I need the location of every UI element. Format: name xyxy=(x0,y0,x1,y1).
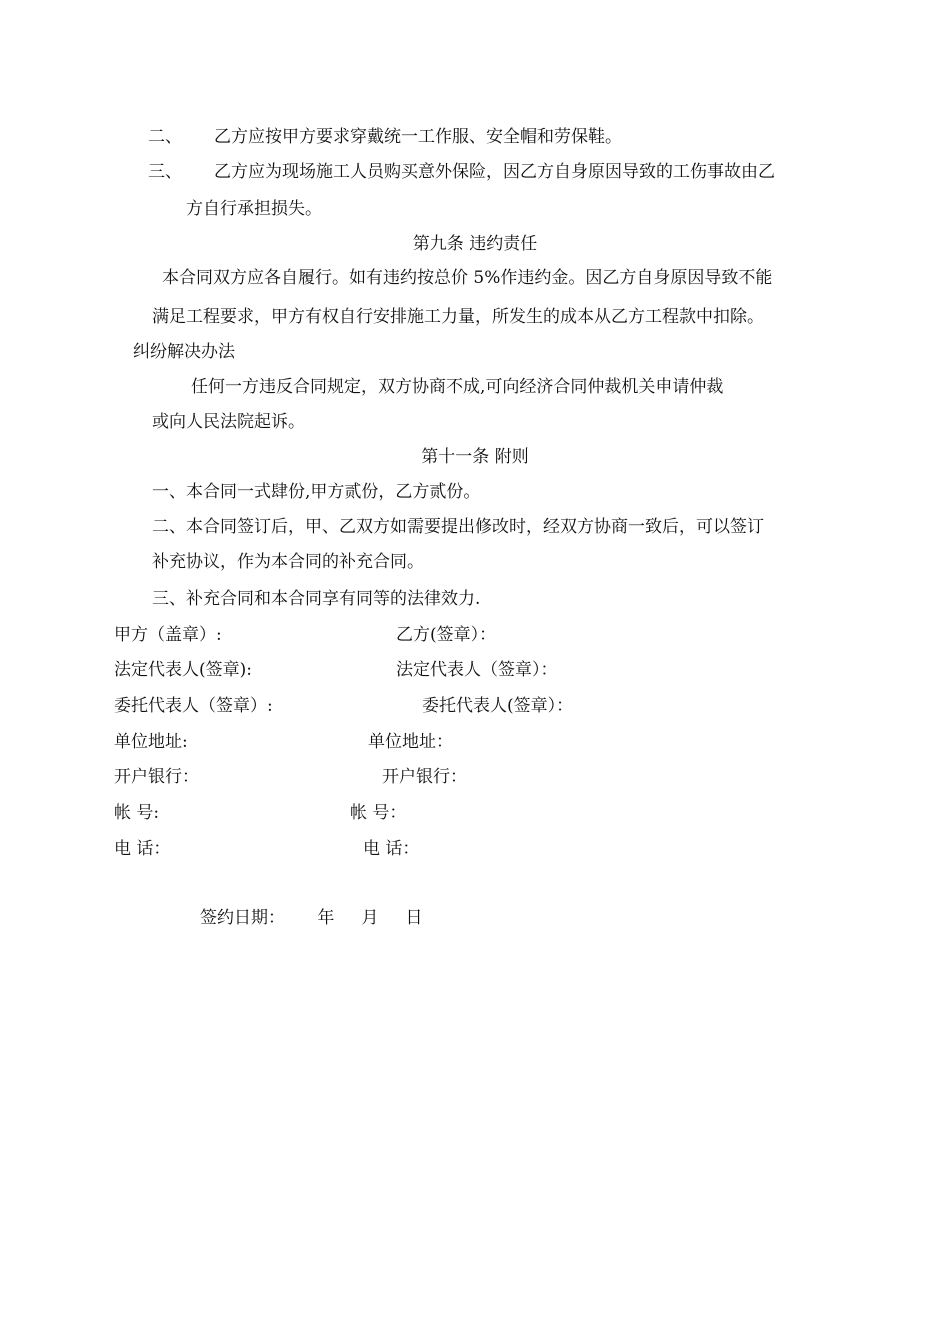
clause8-item3-number: 三、 xyxy=(148,162,182,182)
party-a-account-label: 帐 号: xyxy=(114,803,160,823)
dispute-paragraph-line2: 或向人民法院起诉。 xyxy=(152,412,305,432)
party-b-legal-rep-label: 法定代表人（签章）： xyxy=(396,660,558,680)
party-a-seal-label: 甲方（盖章）: xyxy=(114,625,222,645)
party-b-seal-label: 乙方(签章）： xyxy=(396,625,497,645)
party-a-agent-label: 委托代表人（签章）: xyxy=(114,696,273,716)
party-b-account-label: 帐 号： xyxy=(350,803,407,823)
clause9-paragraph-line2: 满足工程要求，甲方有权自行安排施工力量，所发生的成本从乙方工程款中扣除。 xyxy=(152,307,764,327)
signing-date-line: 签约日期： 年 月 日 xyxy=(200,908,423,928)
clause11-item2-line1: 二、本合同签订后，甲、乙双方如需要提出修改时，经双方协商一致后，可以签订 xyxy=(152,517,764,537)
party-b-bank-label: 开户银行： xyxy=(382,767,467,787)
clause9-paragraph-line1: 本合同双方应各自履行。如有违约按总价 5%作违约金。因乙方自身原因导致不能 xyxy=(162,268,773,288)
party-a-address-label: 单位地址: xyxy=(114,732,188,752)
dispute-heading: 纠纷解决办法 xyxy=(133,342,235,362)
clause8-item3-text-line2: 方自行承担损失。 xyxy=(186,199,322,219)
clause11-item3: 三、补充合同和本合同享有同等的法律效力. xyxy=(152,589,481,609)
clause8-item2-number: 二、 xyxy=(148,127,182,147)
party-a-bank-label: 开户银行： xyxy=(114,767,199,787)
clause11-item2-line2: 补充协议，作为本合同的补充合同。 xyxy=(152,552,424,572)
dispute-paragraph-line1: 任何一方违反合同规定，双方协商不成,可向经济合同仲裁机关申请仲裁 xyxy=(191,377,724,397)
clause11-item1: 一、本合同一式肆份,甲方贰份，乙方贰份。 xyxy=(152,482,481,502)
clause9-heading: 第九条 违约责任 xyxy=(412,234,538,254)
party-b-agent-label: 委托代表人(签章）： xyxy=(422,696,574,716)
party-b-address-label: 单位地址： xyxy=(368,732,453,752)
party-a-phone-label: 电 话： xyxy=(114,839,171,859)
party-a-legal-rep-label: 法定代表人(签章): xyxy=(114,660,252,680)
clause8-item2-text: 乙方应按甲方要求穿戴统一工作服、安全帽和劳保鞋。 xyxy=(214,127,622,147)
party-b-phone-label: 电 话： xyxy=(363,839,420,859)
clause8-item3-text-line1: 乙方应为现场施工人员购买意外保险，因乙方自身原因导致的工伤事故由乙 xyxy=(214,162,775,182)
clause11-heading: 第十一条 附则 xyxy=(421,447,529,467)
